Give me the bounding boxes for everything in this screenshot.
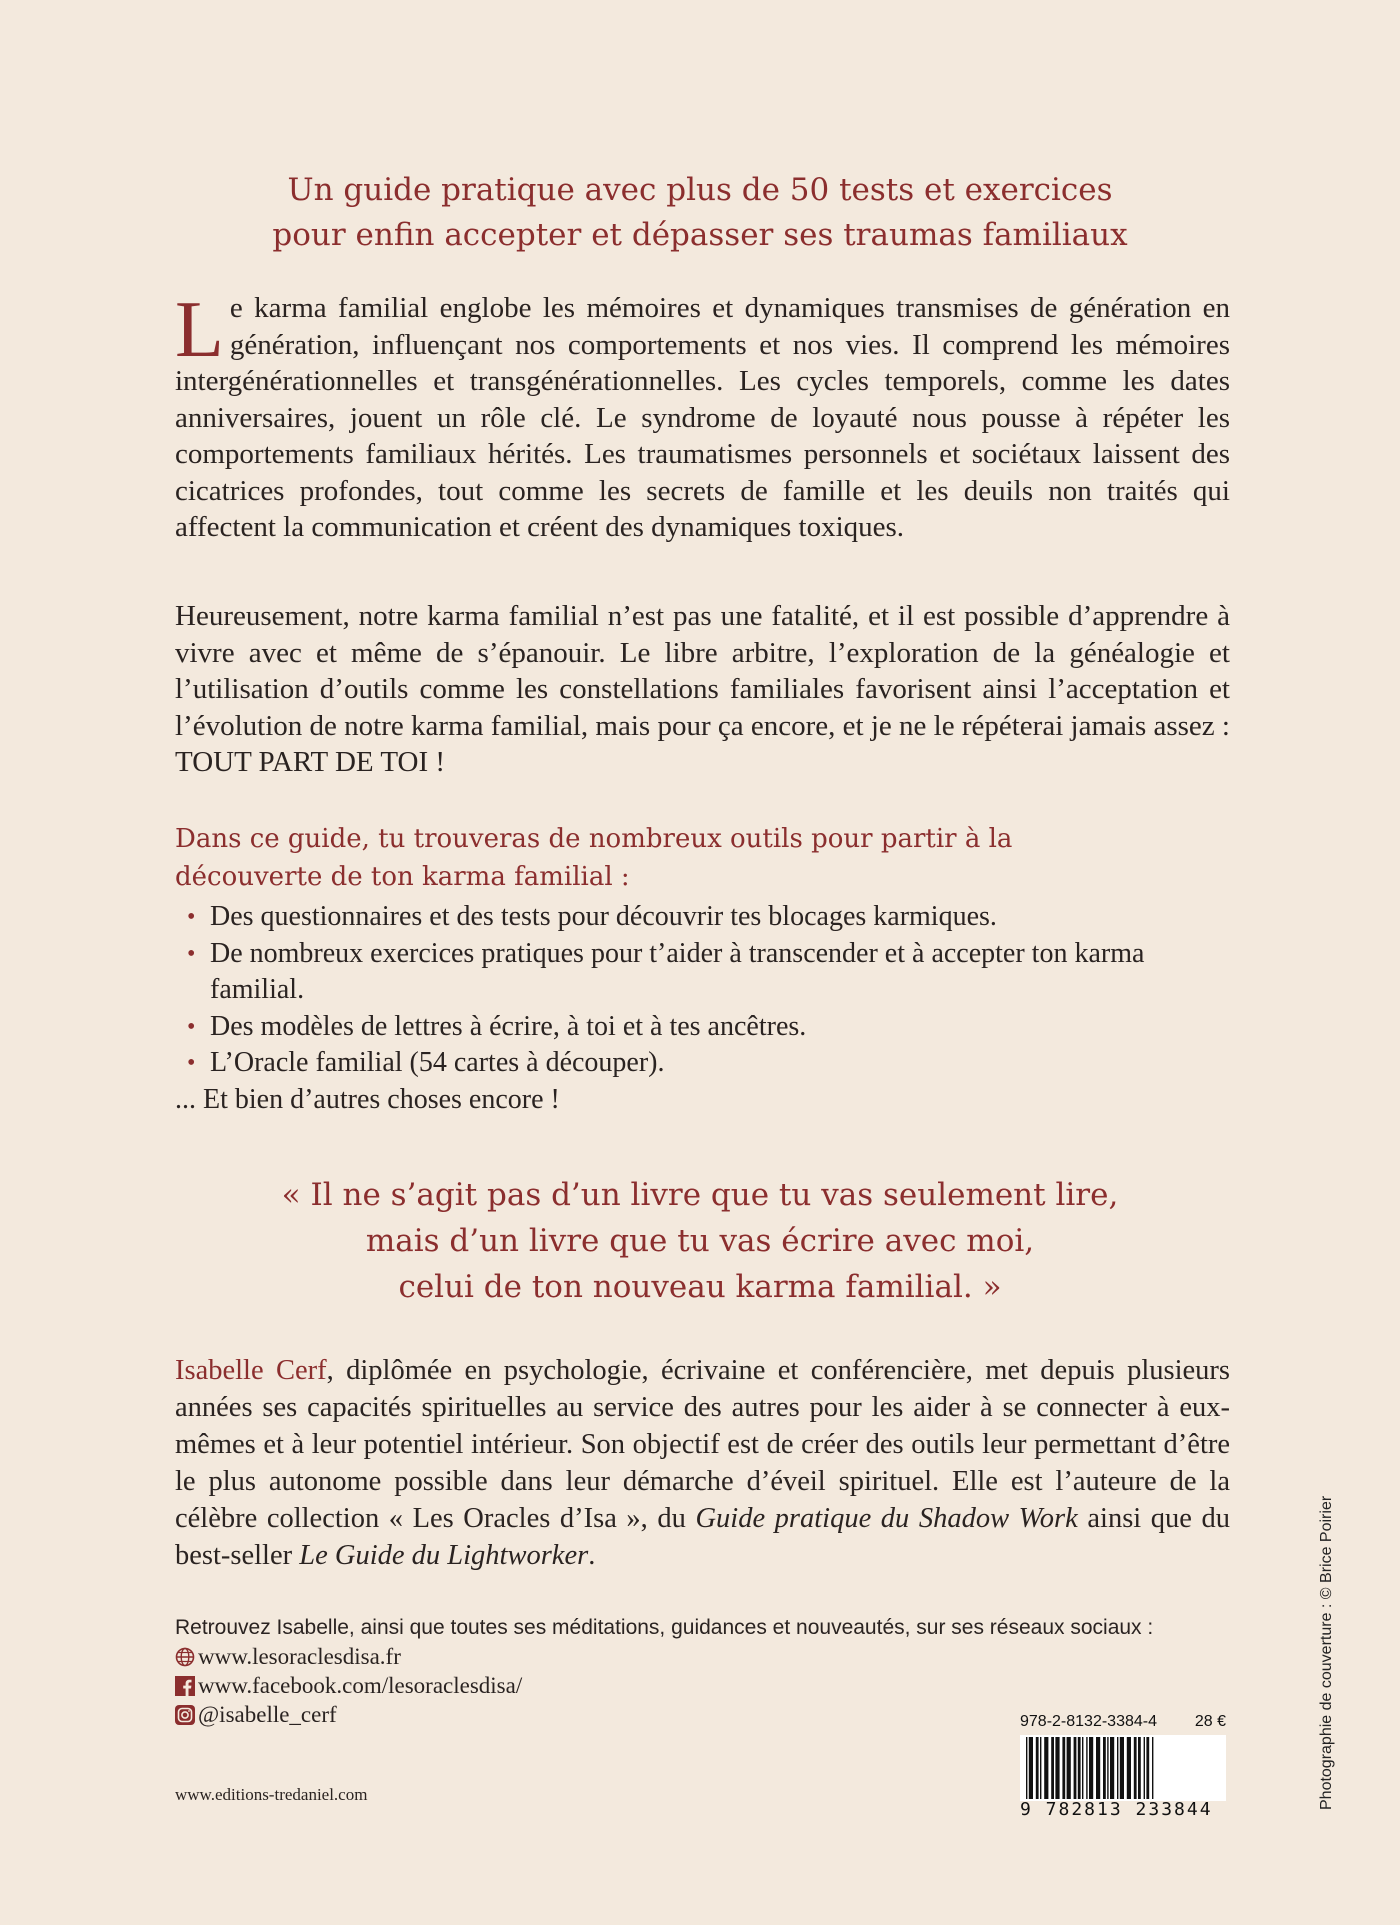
barcode-bars bbox=[1020, 1735, 1226, 1801]
barcode-bar bbox=[1146, 1737, 1149, 1799]
guide-intro-line-1: Dans ce guide, tu trouveras de nombreux outils pour partir à la bbox=[175, 824, 1013, 854]
social-links bbox=[175, 1613, 1235, 1729]
barcode-bar bbox=[1062, 1737, 1065, 1799]
barcode-bar bbox=[1074, 1737, 1077, 1799]
barcode-bar bbox=[1086, 1737, 1087, 1799]
author-bio: Isabelle Cerf, diplômée en psychologie, écrivaine et conférencière, met depuis plusieurs années ses capacités spirituelles au service des autres pour les aider à se connecter à eux-mêmes et à leur potentiel intérieur. Son objectif est de créer des outils leur permettant d’être le plus autonome possible dans leur démarche d’éveil spirituel. Elle est l’auteure de la célèbre collection « Les Oracles d’Isa », du Guide pratique du Shadow Work ainsi que du best-seller Le Guide du Lightworker. bbox=[175, 1355, 1230, 1571]
facebook-link[interactable]: www.facebook.com/lesoraclesdisa/ bbox=[198, 1673, 523, 1698]
barcode-bar bbox=[1117, 1737, 1118, 1799]
tagline-line-1: Un guide pratique avec plus de 50 tests et exercices bbox=[287, 172, 1113, 208]
barcode-bar bbox=[1152, 1737, 1153, 1799]
feature-list bbox=[175, 899, 1235, 1118]
quote-line-3: celui de ton nouveau karma familial. » bbox=[398, 1269, 1002, 1305]
guide-intro-line-2: découverte de ton karma familial : bbox=[175, 862, 630, 892]
facebook-icon bbox=[175, 1676, 195, 1696]
tagline bbox=[0, 168, 1400, 258]
paragraph-1-text: e karma familial englobe les mémoires et dynamiques transmises de génération en génération, influençant nos comportements et nos vies. Il comprend les mémoires intergénérationnelles et transgénérationnelles. Les cycles temporels, comme les dates anniversaires, jouent un rôle clé. Le syndrome de loyauté nous pousse à répéter les comportements familiaux hérités. Les traumatismes personnels et sociétaux laissent des cicatrices profondes, tout comme les secrets de famille et les deuils non traités qui affectent la communication et créent des dynamiques toxiques. bbox=[175, 292, 1230, 543]
barcode-bar bbox=[1096, 1737, 1100, 1799]
paragraph-karma-definition bbox=[175, 286, 1230, 546]
barcode-bar bbox=[1127, 1737, 1131, 1799]
barcode-bar bbox=[1051, 1737, 1054, 1799]
facebook-link-row[interactable] bbox=[175, 1671, 1235, 1700]
drop-cap: L bbox=[175, 286, 224, 374]
barcode-bar bbox=[1107, 1737, 1108, 1799]
barcode-bar bbox=[1055, 1737, 1059, 1799]
website-link-row[interactable] bbox=[175, 1642, 1235, 1671]
book-title-lightworker: Le Guide du Lightworker bbox=[299, 1540, 589, 1571]
price: 28 € bbox=[1194, 1713, 1226, 1730]
barcode-bar bbox=[1036, 1737, 1039, 1799]
guide-intro bbox=[175, 820, 1235, 896]
barcode-bar bbox=[1089, 1737, 1093, 1799]
tagline-line-2: pour enfin accepter et dépasser ses traumas familiaux bbox=[272, 217, 1128, 253]
barcode-bar bbox=[1067, 1737, 1071, 1799]
list-item: • De nombreux exercices pratiques pour t’aider à transcender et à accepter ton karma familial. bbox=[187, 937, 1145, 1005]
barcode-bar bbox=[1082, 1737, 1083, 1799]
website-link[interactable]: www.lesoraclesdisa.fr bbox=[198, 1644, 401, 1669]
barcode-digits: 9 782813 233844 bbox=[1020, 1799, 1213, 1820]
list-item-more: ... Et bien d’autres choses encore ! bbox=[175, 1083, 560, 1115]
quote-line-1: « Il ne s’agit pas d’un livre que tu vas seulement lire, bbox=[281, 1177, 1119, 1213]
list-item: • L’Oracle familial (54 cartes à découper). bbox=[175, 1045, 1235, 1082]
social-heading: Retrouvez Isabelle, ainsi que toutes ses méditations, guidances et nouveautés, sur ses réseaux sociaux : bbox=[175, 1616, 1154, 1639]
author-quote bbox=[0, 1172, 1400, 1310]
instagram-handle[interactable]: @isabelle_cerf bbox=[198, 1702, 337, 1727]
bullet-icon: • bbox=[187, 1013, 196, 1040]
instagram-icon bbox=[175, 1705, 195, 1725]
book-title-shadow-work: Guide pratique du Shadow Work bbox=[695, 1503, 1078, 1534]
bullet-icon: • bbox=[187, 1050, 196, 1076]
isbn-barcode bbox=[1020, 1713, 1226, 1820]
barcode-bar bbox=[1040, 1737, 1041, 1799]
list-item: • Des modèles de lettres à écrire, à toi et à tes ancêtres. bbox=[175, 1009, 1235, 1046]
bullet-icon: • bbox=[187, 940, 196, 967]
barcode-bar bbox=[1138, 1737, 1141, 1799]
quote-line-2: mais d’un livre que tu vas écrire avec moi, bbox=[365, 1223, 1035, 1259]
barcode-bar bbox=[1029, 1737, 1033, 1799]
isbn-number: 978-2-8132-3384-4 bbox=[1020, 1713, 1157, 1730]
photo-credit: Photographie de couverture : © Brice Poirier bbox=[1318, 1495, 1335, 1810]
barcode-bar bbox=[1134, 1737, 1137, 1799]
bullet-icon: • bbox=[187, 904, 196, 930]
barcode-bar bbox=[1144, 1737, 1145, 1799]
barcode-bar bbox=[1120, 1737, 1124, 1799]
globe-icon bbox=[175, 1647, 195, 1667]
barcode-bar bbox=[1078, 1737, 1081, 1799]
publisher-website[interactable]: www.editions-tredaniel.com bbox=[175, 1785, 368, 1804]
barcode-bar bbox=[1026, 1737, 1027, 1799]
barcode-bar bbox=[1044, 1737, 1048, 1799]
barcode-bar bbox=[1103, 1737, 1106, 1799]
list-item: • Des questionnaires et des tests pour découvrir tes blocages karmiques. bbox=[175, 899, 1235, 936]
paragraph-hope: Heureusement, notre karma familial n’est pas une fatalité, et il est possible d’apprendre à vivre avec et même de s’épanouir. Le libre arbitre, l’exploration de la généalogie et l’utilisation d’outils comme les constellations familiales favorisent ainsi l’acceptation et l’évolution de notre karma familial, mais pour ça encore, et je ne le répéterai jamais assez : TOUT PART DE TOI ! bbox=[175, 600, 1230, 778]
barcode-bar bbox=[1110, 1737, 1114, 1799]
author-name: Isabelle Cerf bbox=[175, 1355, 327, 1386]
